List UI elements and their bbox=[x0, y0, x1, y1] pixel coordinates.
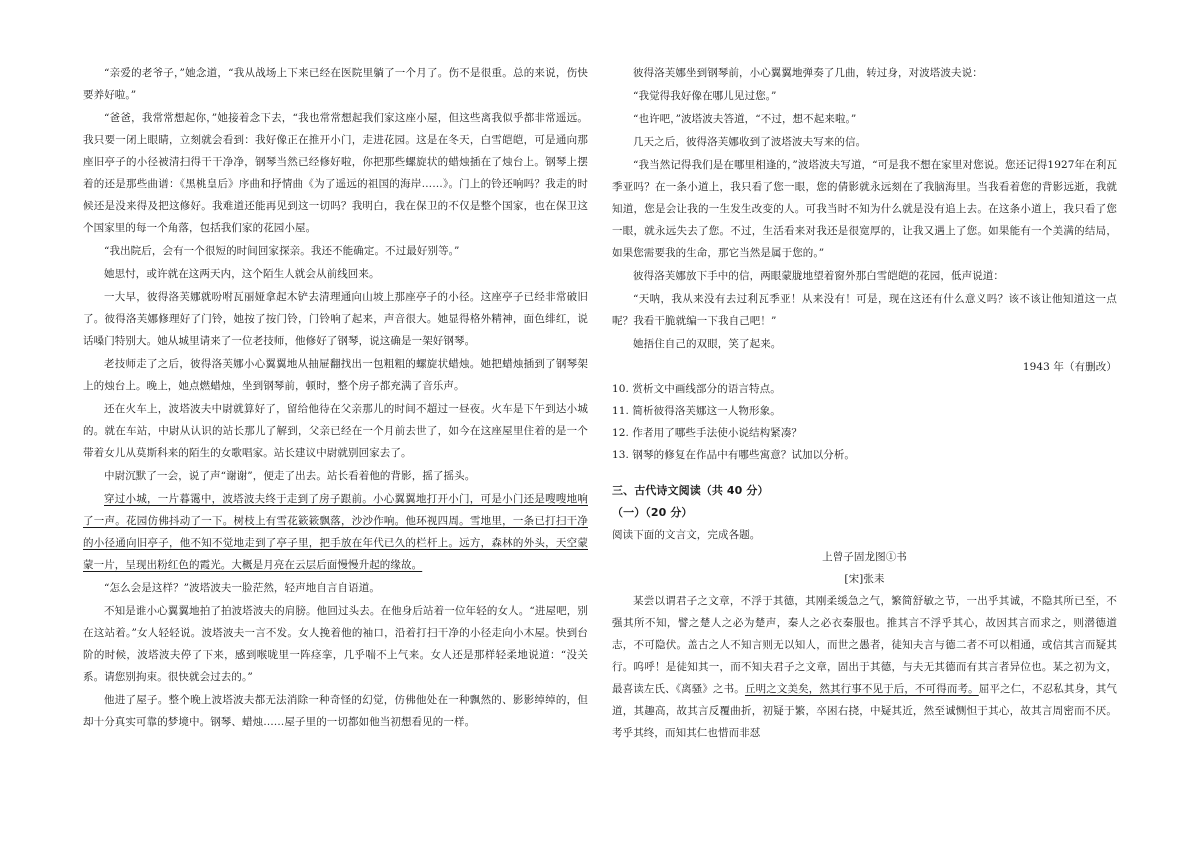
question-10: 10. 赏析文中画线部分的语言特点。 bbox=[612, 383, 781, 395]
essay-author: [宋]张耒 bbox=[844, 573, 885, 585]
paragraph-7: 还在火车上，波塔波夫中尉就算好了，留给他待在父亲那儿的时间不超过一昼夜。火车是下午到达小城的。就在车站，中尉从认识的站长那儿了解到，父亲已经在一个月前去世了，如今在这座屋里住着的是一个带着女儿从莫斯科来的陌生的女歌唱家。站长建议中尉就别回家去了。 bbox=[83, 403, 588, 459]
paragraph-r5: “我当然记得我们是在哪里相逢的，”波塔波夫写道，“可是我不想在家里对您说。您还记得1927年在利瓦季亚吗？在一条小道上，我只看了您一眼，您的倩影就永远刻在了我脑海里。当我看着您的背影远逝，我就知道，您是会让我的一生发生改变的人。可我当时不知为什么就是没有追上去。在这条小道上，我只看了您一眼，就永远失去了您。不过，生活看来对我还是很宽厚的，让我又遇上了您。如果能有一个美满的结局，如果您需要我的生命，那它当然是属于您的。” bbox=[612, 159, 1117, 259]
underlined-passage bbox=[83, 488, 588, 576]
paragraph-4: 她思忖，或许就在这两天内，这个陌生人就会从前线回来。 bbox=[104, 268, 380, 280]
paragraph-r7: “天呐，我从来没有去过利瓦季亚！从来没有！可是，现在这还有什么意义吗？该不该让他知道这一点呢？我看干脆就编一下我自己吧！” bbox=[612, 293, 1117, 327]
question-11: 11. 简析彼得洛芙娜这一人物形象。 bbox=[612, 405, 781, 417]
paragraph-6: 老技师走了之后，彼得洛芙娜小心翼翼地从抽屉翻找出一包粗粗的螺旋状蜡烛。她把蜡烛插到了钢琴架上的烛台上。晚上，她点燃蜡烛，坐到钢琴前，顿时，整个房子都充满了音乐声。 bbox=[83, 358, 588, 392]
left-column bbox=[83, 62, 588, 734]
subsection-title: （一）（20 分） bbox=[612, 506, 693, 519]
essay-text-1: 某尝以谓君子之文章，不浮于其德，其刚柔缓急之气，繁简舒敏之节，一出乎其诚，不隐其所已至，不强其所不知，譬之楚人之必为楚声，秦人之必衣秦服也。推其言不浮乎其心，故因其言而求之，则潜德道志，不可隐伏。盖古之人不知言则无以知人，而世之愚者，徒知夫言与德二者不可以相通，或信其言而疑其行。呜呼！是徒知其一，而不知夫君子之文章，固出于其德，与夫无其德而有其言者异位也。某之初为文，最喜读左氏、《离骚》之书。 bbox=[612, 595, 1117, 695]
paragraph-r1: 彼得洛芙娜坐到钢琴前，小心翼翼地弹奏了几曲，转过身，对波塔波夫说： bbox=[633, 67, 983, 79]
essay-title: 上曾子固龙图①书 bbox=[822, 551, 907, 563]
paragraph-r8: 她捂住自己的双眼，笑了起来。 bbox=[633, 338, 782, 350]
paragraph-r4: 几天之后，彼得洛芙娜收到了波塔波夫写来的信。 bbox=[633, 136, 867, 148]
instruction: 阅读下面的文言文，完成各题。 bbox=[612, 529, 761, 541]
right-column bbox=[612, 62, 1117, 745]
paragraph-r2: “我觉得我好像在哪儿见过您。” bbox=[633, 90, 777, 102]
paragraph-r6: 彼得洛芙娜放下手中的信，两眼蒙胧地望着窗外那白雪皑皑的花园，低声说道： bbox=[633, 270, 1004, 282]
essay-text-2: 屈平之仁，不忍私其身，其气道，其趣高，故其言反覆曲折，初疑于繁，卒困右挠，中疑其近，然至诚恻怛于其心，故其言周密而不厌。考乎其终，而知其仁也惜而非怼 bbox=[612, 683, 1117, 739]
section-title: 三、古代诗文阅读（共 40 分） bbox=[612, 484, 769, 497]
paragraph-letter-1: “亲爱的老爷子，”她念道，“我从战场上下来已经在医院里躺了一个月了。伤不是很重。总的来说，伤快要养好啦。” bbox=[83, 67, 588, 101]
essay-underlined: 丘明之文美矣，然其行事不见于后，不可得而考。 bbox=[744, 683, 979, 695]
paragraph-8: 中尉沉默了一会，说了声“谢谢”，便走了出去。站长看着他的背影，摇了摇头。 bbox=[104, 470, 476, 482]
date-note: 1943 年（有删改） bbox=[1022, 361, 1117, 373]
paragraph-9: “怎么会是这样？”波塔波夫一脸茫然，轻声地自言自语道。 bbox=[104, 582, 380, 594]
paragraph-letter-2: “爸爸，我常常想起你，”她接着念下去，“我也常常想起我们家这座小屋，但这些离我似乎都非常遥远。我只要一闭上眼睛，立刻就会看到：我好像正在推开小门，走进花园。这是在冬天，白雪皑皑，可是通向那座旧亭子的小径被清扫得干干净净，钢琴当然已经修好啦，你把那些螺旋状的蜡烛插在了烛台上。钢琴上摆着的还是那些曲谱：《黑桃皇后》序曲和抒情曲《为了遥远的祖国的海岸……》。门上的铃还响吗？我走的时候还是没来得及把这修好。我难道还能再见到这一切吗？我明白，我在保卫的不仅是整个国家，也在保卫这个国家里的每一个角落，包括我们家的花园小屋。 bbox=[83, 112, 588, 234]
question-13: 13. 钢琴的修复在作品中有哪些寓意？试加以分析。 bbox=[612, 449, 856, 461]
essay-paragraph bbox=[612, 590, 1117, 744]
question-12: 12. 作者用了哪些手法使小说结构紧凑？ bbox=[612, 427, 803, 439]
underlined-text: 穿过小城，一片暮霭中，波塔波夫终于走到了房子跟前。小心翼翼地打开小门，可是小门还是嗖嗖地响了一声。花园仿佛抖动了一下。树枝上有雪花簌簌飘落，沙沙作响。他环视四周。雪地里，一条已打扫干净的小径通向旧亭子，他不知不觉地走到了亭子里，把手放在年代已久的栏杆上。远方，森林的外头，天空蒙蒙一片，呈现出粉红色的霞光。大概是月亮在云层后面慢慢升起的缘故。 bbox=[83, 493, 588, 571]
paragraph-11: 他进了屋子。整个晚上波塔波夫都无法消除一种奇怪的幻觉，仿佛他处在一种飘然的、影影绰绰的，但却十分真实可靠的梦境中。钢琴、蜡烛……屋子里的一切都如他当初想看见的一样。 bbox=[83, 694, 588, 728]
paragraph-r3: “也许吧，”波塔波夫答道，“不过，想不起来啦。” bbox=[633, 113, 857, 125]
paragraph-5: 一大早，彼得洛芙娜就吩咐瓦丽娅拿起木铲去清理通向山坡上那座亭子的小径。这座亭子已经非常破旧了。彼得洛芙娜修理好了门铃，她按了按门铃，门铃响了起来，声音很大。她显得格外精神，面色绯红，说话嗓门特别大。她从城里请来了一位老技师，他修好了钢琴，说这确是一架好钢琴。 bbox=[83, 291, 588, 347]
paragraph-10: 不知是谁小心翼翼地拍了拍波塔波夫的肩膀。他回过头去。在他身后站着一位年轻的女人。“进屋吧，别在这站着。”女人轻轻说。波塔波夫一言不发。女人挽着他的袖口，沿着打扫干净的小径走向小木屋。快到台阶的时候，波塔波夫停了下来，感到喉咙里一阵痉挛，几乎喘不上气来。女人还是那样轻柔地说道：“没关系。请您别拘束。很快就会过去的。” bbox=[83, 605, 588, 683]
paragraph-letter-3: “我出院后，会有一个很短的时间回家探亲。我还不能确定。不过最好别等。” bbox=[104, 245, 460, 257]
